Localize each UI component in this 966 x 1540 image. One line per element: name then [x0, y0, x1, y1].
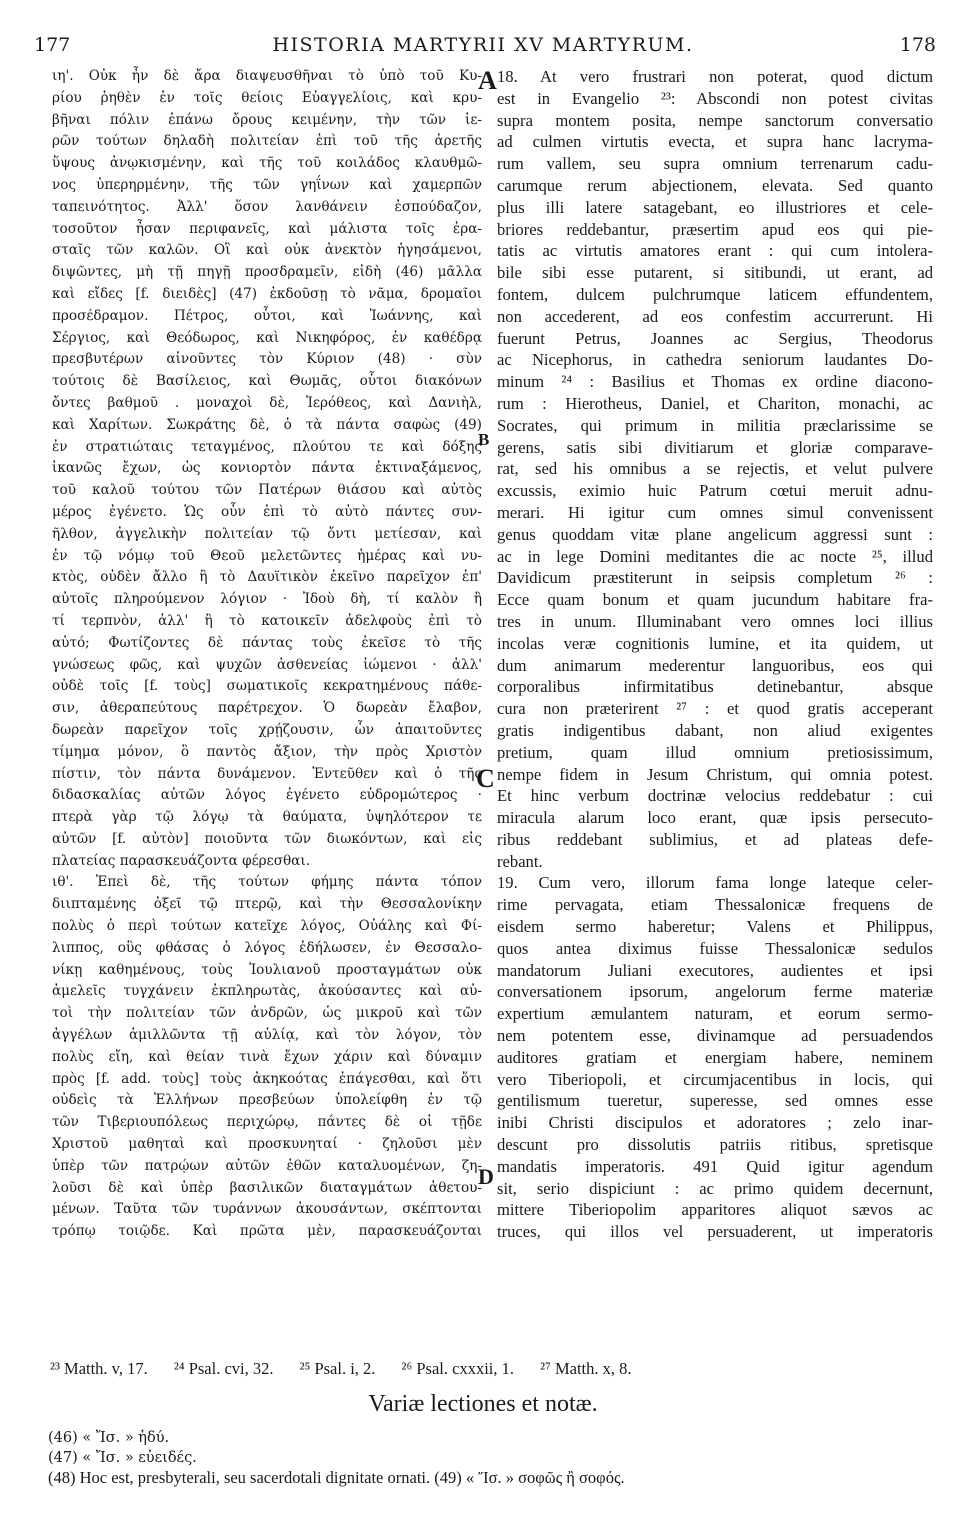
text-line: Et hinc verbum doctrinæ velocius reddebatur : cui — [497, 786, 933, 806]
text-line: λιππος, οὓς φθάσας ὁ λόγος ἐδήλωσεν, ἐν Θεσσαλο- — [52, 939, 482, 956]
text-line: σταῖς τῶν καλῶν. Οἳ καὶ οὐκ ἀνεκτὸν ἡγησάμενοι, — [52, 242, 482, 259]
text-line: ad culmen virtutis evecta, et supra hanc lacryma- — [497, 132, 933, 152]
latin-text-column — [497, 66, 933, 1243]
variant-note: (48) Hoc est, presbyterali, seu sacerdotali dignitate ornati. (49) « Ἴσ. » σοφῶς ἢ σοφός. — [48, 1468, 625, 1487]
text-line: νος ὑπερηρμένην, τῆς τῶν γηΐνων καὶ χαμερπῶν — [52, 176, 482, 193]
text-line: conversationem ipsorum, angelorum ferme materiæ — [497, 982, 933, 1002]
text-line: λοῦσι δὲ καὶ ὑπὲρ βασιλικῶν διαταγμάτων ἀθετου- — [52, 1179, 482, 1196]
text-line: auditores gratiam et energiam habere, neminem — [497, 1047, 933, 1067]
text-line: διδασκαλίας αὐτῶν λόγος ἐγένετο εὐδρομώτερος · — [52, 787, 482, 804]
text-line: ἀγγέλων ἁμιλλῶντα τῇ αὐλίᾳ, καὶ τὸν λόγον, τὸν — [52, 1027, 482, 1044]
text-line: Σέργιος, καὶ Θεόδωρος, καὶ Νικηφόρος, ἐν καθέδρᾳ — [52, 329, 482, 346]
text-line: rime pervagata, etiam Thessalonicæ frequens de — [497, 895, 933, 915]
text-line: ἐν στρατιώταις τεταγμένος, πλούτου τε καὶ δόξης — [52, 438, 482, 455]
text-line: Davidicum præstiterunt in seipsis completum ²⁶ : — [497, 568, 933, 588]
footnote: ²⁶ Psal. cxxxii, 1. — [401, 1359, 514, 1378]
text-line: pretium, quam illud omnium pretiosissimum, — [497, 742, 933, 762]
text-line: nempe fidem in Jesum Christum, qui omnia potest. — [497, 764, 933, 784]
text-line: τοσοῦτον ἦσαν περιφανεῖς, καὶ μάλιστα τοῖς ἐρα- — [52, 220, 482, 237]
text-line: ἀμελεῖς τυγχάνειν ἐκπληρωτὰς, ἀκούσαντες καὶ αὐ- — [52, 983, 482, 1000]
text-line: mandatis imperatoris. 491 Quid igitur agendum — [497, 1156, 933, 1176]
page-number-right: 178 — [899, 34, 936, 56]
text-line: μένων. Ταῦτα τῶν τυράννων ἀκουσάντων, σκέπτονται — [52, 1201, 482, 1218]
text-line: ἱκανῶς ἔχων, ὡς κονιορτὸν πάντα ἐκτιναξάμενος, — [52, 460, 482, 477]
text-line: ιθ'. Ἐπεὶ δὲ, τῆς τούτων φήμης πάντα τόπον — [52, 874, 482, 891]
running-title: HISTORIA MARTYRII XV MARTYRUM. — [272, 34, 694, 56]
text-line: 18. At vero frustrari non poterat, quod dictum — [497, 67, 933, 86]
text-line: est in Evangelio ²³: Abscondi non potest civitas — [497, 88, 933, 108]
text-line: ὕψους ἀνῳκισμένην, καὶ τῆς τοῦ κοιλάδος κλαυθμῶ- — [52, 155, 482, 172]
text-line: truces, qui illos vel persuaderent, ut imperatoris — [497, 1222, 933, 1242]
greek-text-column — [52, 66, 482, 1243]
footnote: ²⁷ Matth. x, 8. — [540, 1359, 632, 1378]
text-line: merari. Hi igitur cum omnes simul convenissent — [497, 502, 933, 522]
text-line: Ecce quam bonum et quam jucundum habitare fra- — [497, 590, 933, 610]
text-line: κτὸς, οὐδὲν ἄλλο ἢ τὸ Δαυϊτικὸν ἐκεῖνο παρεῖχον ἐπ' — [52, 569, 482, 586]
text-line: tatis ac virtutis amatores erant : qui cum intolera- — [497, 241, 933, 261]
text-line: Χριστοῦ μαθηταὶ καὶ προσκυνηταί · ζηλοῦσι μὲν — [52, 1136, 482, 1153]
text-line: πλατείας παρασκευάζοντα φέρεσθαι. — [52, 852, 311, 869]
text-line: ribus reddebant sublimius, et ad plateas defe- — [497, 829, 933, 849]
text-line: rat, sed his omnibus a se rejectis, et velut pulvere — [497, 459, 933, 479]
text-line: ρίου ῥηθὲν ἐν τοῖς θείοις Εὐαγγελίοις, καὶ κρυ- — [52, 89, 482, 106]
text-line: διιπταμένης ὀξεῖ τῷ πτερῷ, καὶ τὴν Θεσσαλονίκην — [52, 896, 482, 913]
text-line: gerens, satis sibi divitiarum et gloriæ comparave- — [497, 437, 933, 457]
text-line: μέρος ἐγένετο. Ὡς οὖν ἐπὶ τὸ αὐτὸ πάντες συν- — [52, 503, 482, 520]
text-line: τῶν Τιβεριουπόλεως περιχώρῳ, πάντες δὲ οἱ τῇδε — [52, 1114, 482, 1131]
text-line: γνώσεως φῶς, καὶ ψυχῶν ἀσθενείας ἰώμενοι · ἀλλ' — [52, 656, 482, 673]
text-line: excussis, eximio huic Patrum cœtui meruit adnu- — [497, 481, 933, 501]
footnote: ²⁴ Psal. cvi, 32. — [173, 1359, 274, 1378]
text-line: gentilismum tueretur, superesse, sed omnes esse — [497, 1091, 933, 1111]
text-line: τούτοις δὲ Βασίλειος, καὶ Θωμᾶς, οὗτοι διακόνων — [52, 373, 482, 390]
text-line: τοῦ καλοῦ τούτου τῶν Πατέρων θιάσου καὶ αὐτὸς — [52, 482, 482, 499]
text-line: τίμημα μόνον, ὃ παντὸς ἄξιον, τὴν πρὸς Χριστὸν — [52, 743, 482, 760]
text-line: supra montem posita, nempe sanctorum conversatio — [497, 110, 933, 130]
text-line: οὐδὲ τοῖς [f. τοὺς] σωματικοῖς κεκρατημένους πάθε- — [52, 678, 482, 695]
text-line: ταπεινότητος. Ἀλλ' ὅσον λανθάνειν ἐσπούδαζον, — [52, 198, 482, 215]
text-line: οὐδεὶς τὰ Ἑλλήνων πρεσβεύων ὑπολείφθη ἐν τῷ — [52, 1092, 482, 1109]
text-line: διψῶντες, μὴ τῇ πηγῇ προσδραμεῖν, εἰδὴ (46) μᾶλλα — [52, 264, 482, 281]
text-line: plus illi latere satagebant, eo illustriores et cele- — [497, 197, 933, 217]
text-line: ac Nicephorus, in cathedra seniorum laudantes Do- — [497, 350, 933, 370]
text-line: ρῶν τούτων δηλαδὴ πολιτείαν ἐπὶ τοῦ τῆς ἀρετῆς — [52, 133, 482, 150]
text-line: τρόπῳ τοιῷδε. Καὶ πρῶτα μὲν, παρασκευάζονται — [52, 1223, 482, 1240]
text-line: 19. Cum vero, illorum fama longe lateque celer- — [497, 873, 933, 893]
text-line: σιν, ἀθεραπεύτους παρέτρεχον. Ὁ δωρεὰν ἔλαβον, — [52, 700, 482, 717]
text-line: ῆλθον, ἀγγελικὴν πολιτείαν τῷ ὄντι μετίεσαν, καὶ — [52, 525, 482, 542]
text-line: cura non præterirent ²⁷ : et quod gratis acceperant — [497, 699, 933, 719]
text-line: ὄντες βαθμοῦ . μοναχοὶ δὲ, Ἱερόθεος, καὶ Δανιὴλ, — [52, 394, 482, 411]
text-line: rebant. — [497, 851, 543, 871]
text-line: carumque rerum abjectionem, elevata. Sed quanto — [497, 175, 933, 195]
text-line: expertium æmulantem naturam, et eorum sermo- — [497, 1004, 933, 1024]
margin-marker-c: C — [476, 764, 495, 793]
text-line: αὐτοῖς πληρούμενον λόγιον · Ἰδοὺ δὴ, τί καλὸν ἢ — [52, 591, 482, 608]
text-line: bile sibi esse putarent, si sitibundi, ut erant, ad — [497, 263, 933, 283]
text-line: ac in lege Domini meditantes die ac nocte ²⁵, illud — [497, 546, 933, 566]
text-line: incolas veræ cognitionis lumine, et ita quidem, ut — [497, 633, 933, 653]
text-line: genus quoddam vitæ plane angelicum aggressi sunt : — [497, 524, 933, 544]
text-line: mittere Tiberiopolim apparitores aliquot sævos ac — [497, 1200, 933, 1220]
text-line: Socrates, qui primum in militia præclarissime se — [497, 415, 933, 435]
text-line: fontem, dulcem pulchrumque laticem effundentem, — [497, 284, 933, 304]
footnotes — [50, 1359, 930, 1379]
text-line: rum vallem, seu supra omnium terrenarum cadu- — [497, 154, 933, 174]
text-line: ιη'. Οὐκ ἦν δὲ ἄρα διαψευσθῆναι τὸ ὑπὸ τοῦ Κυ- — [52, 68, 482, 84]
text-line: ὑπὲρ τῶν πατρῴων αὐτῶν ἐθῶν καταλυομένων, ζη- — [52, 1157, 482, 1174]
text-line: inibi Christi discipulos et adoratores ; zelo inar- — [497, 1113, 933, 1133]
text-line: δωρεὰν παρεῖχον τοῖς χρῄζουσιν, ὧν ἀπαιτοῦντες — [52, 721, 482, 738]
text-line: αὐτό; Φωτίζοντες δὲ πάντας τοὺς ἐκεῖσε τὸ τῆς — [52, 634, 482, 651]
text-line: πολὺς εἴη, καὶ θείαν τινὰ ἔχων χάριν καὶ δύναμιν — [52, 1048, 482, 1065]
text-line: rum : Hierotheus, Daniel, et Chariton, monachi, ac — [497, 393, 933, 413]
text-line: νίκῃ καθημένους, τοὺς Ἰουλιανοῦ προσταγμάτων οὐκ — [52, 961, 482, 978]
page-number-left: 177 — [34, 34, 71, 56]
text-line: πίστιν, τὸν πάντα δυνάμενον. Ἐντεῦθεν καὶ ὁ τῆς — [52, 765, 482, 782]
text-line: non accederent, ad eos confestim accurrerunt. Hi — [497, 306, 933, 326]
text-line: dum animarum mederentur languoribus, eos qui — [497, 655, 933, 675]
text-line: minum ²⁴ : Basilius et Thomas ex ordine diacono- — [497, 372, 933, 392]
text-line: ἐν τῷ νόμῳ τοῦ Θεοῦ μελετῶντες ἡμέρας καὶ νυ- — [52, 547, 482, 564]
footnote: ²⁵ Psal. i, 2. — [299, 1359, 376, 1378]
text-line: τοὶ τὴν πολιτείαν τῶν ἀνδρῶν, ὡς μικροῦ καὶ τῶν — [52, 1005, 482, 1022]
footnote: ²³ Matth. v, 17. — [50, 1359, 148, 1378]
text-line: τί τερπνὸν, ἀλλ' ἢ τὸ κατοικεῖν ἀδελφοὺς ἐπὶ τὸ — [52, 612, 482, 629]
variant-readings — [48, 1428, 928, 1488]
text-line: nem potentem esse, divinamque ad persuadendos — [497, 1026, 933, 1046]
text-line: πρὸς [f. add. τοὺς] τοὺς ἀκηκοότας ἐπάγεσθαι, καὶ ὅτι — [52, 1070, 482, 1087]
text-line: mandatorum Juliani executores, audientes et ipsi — [497, 960, 933, 980]
variant-note: (47) « Ἴσ. » εὐειδές. — [48, 1450, 197, 1466]
text-line: fuerunt Petrus, Joannes ac Sergius, Theodorus — [497, 328, 933, 348]
text-line: gratis indigentibus dabant, non aliud exigentes — [497, 720, 933, 740]
margin-marker-b: B — [478, 430, 490, 449]
text-line: πολὺς ὁ περὶ τούτων κατεῖχε λόγος, Οὐάλης καὶ Φί- — [52, 918, 482, 935]
variant-note: (46) « Ἴσ. » ἡδύ. — [48, 1430, 170, 1446]
text-line: καὶ Χαρίτων. Σωκράτης δὲ, ὁ τὰ πάντα σαφὼς (49) — [52, 416, 482, 433]
running-header — [28, 30, 938, 58]
margin-marker-a: A — [478, 66, 497, 95]
text-line: vero Tiberiopoli, et circumjacentibus in locis, qui — [497, 1069, 933, 1089]
text-line: πτερὰ γὰρ τῷ λόγῳ τὰ θαύματα, ὑψηλότερον τε — [52, 809, 482, 826]
text-line: πρεσβυτέρων αἰνοῦντες τὸν Κύριον (48) · σὺν — [52, 351, 482, 368]
text-line: descunt pro dissolutis patriis ritibus, spretisque — [497, 1135, 933, 1155]
text-line: προσέδραμον. Πέτρος, οὗτοι, καὶ Ἰωάννης, καὶ — [52, 307, 482, 324]
text-line: eisdem sermo haberetur; Valens et Philippus, — [497, 917, 933, 937]
variae-lectiones-heading: Variæ lectiones et notæ. — [368, 1391, 598, 1417]
text-line: quos antea diximus fuisse Thessalonicæ sedulos — [497, 938, 933, 958]
text-line: βῆναι πόλιν ἐπάνω ὄρους κειμένην, τὴν τῶν ἱε- — [52, 111, 482, 128]
text-line: sit, serio dispiciunt : ac primo quidem decernunt, — [497, 1178, 933, 1198]
text-line: καὶ εἴδες [f. διειδὲς] (47) ἐκδοῦσῃ τὸ νᾶμα, δρομαῖοι — [52, 285, 482, 302]
text-line: corporalibus infirmitatibus detinebantur, absque — [497, 677, 933, 697]
text-line: αὐτῶν [f. αὐτὸν] ποιοῦντα τῶν διωκόντων, καὶ εἰς — [52, 830, 482, 847]
margin-marker-d: D — [478, 1164, 494, 1189]
text-line: briores reddebantur, præsertim apud eos qui pie- — [497, 219, 933, 239]
text-line: miracula alarum loco erant, quæ ipsis persecuto- — [497, 808, 933, 828]
text-line: tres in unum. Illuminabant vero omnes loci illius — [497, 611, 933, 631]
